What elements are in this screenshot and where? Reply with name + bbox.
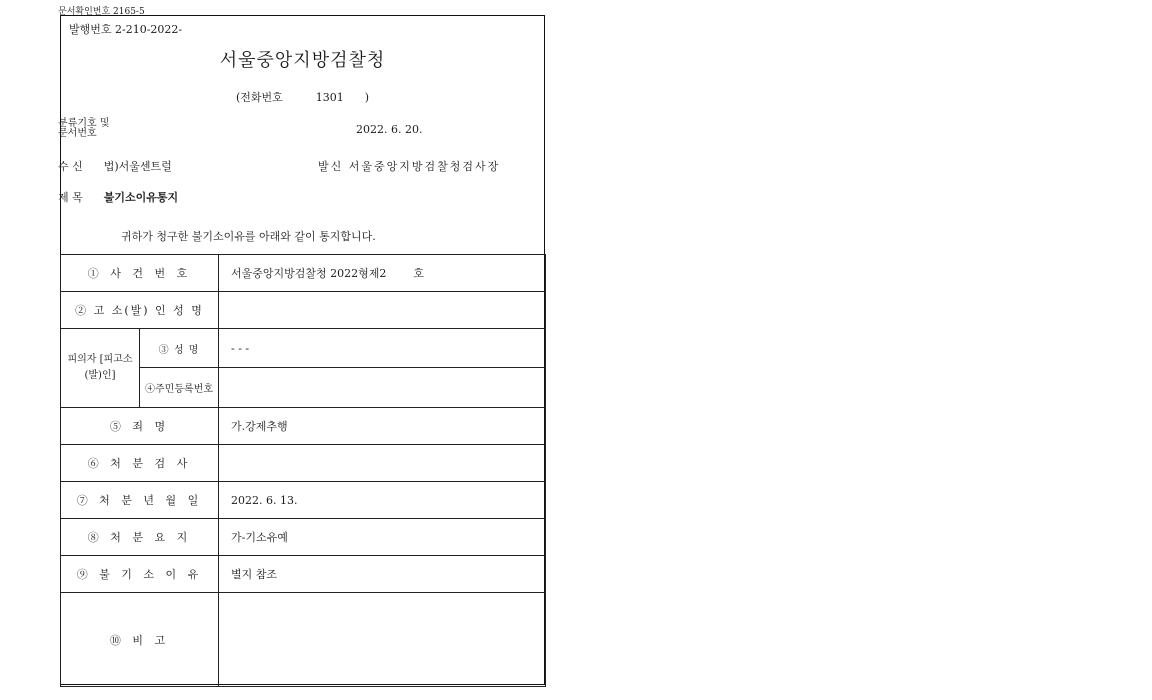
disposition-summary-label: ⑧ 처 분 요 지 [61,519,219,556]
phone-line [61,89,544,105]
sender: 발신 서울중앙지방검찰청검사장 [318,160,501,173]
table-row [61,255,546,292]
suspect-name-label: ③ 성 명 [140,329,219,368]
phone-label: (전화번호 [235,91,283,104]
issue-number: 발행번호 2-210-2022- [69,23,183,36]
phone-number: 1301 [315,91,344,104]
case-number-cell [219,255,546,292]
subject [58,189,178,205]
prosecutor-value [219,445,546,482]
case-number-value: 서울중앙지방검찰청 2022형제2 [231,267,387,280]
suspect-name-value: - - - [219,329,546,368]
remarks-value [219,593,546,687]
classification [58,119,110,139]
complainant-label: ② 고 소(발) 인 성 명 [61,292,219,329]
reason-value: 별지 참조 [219,556,546,593]
subject-value: 불기소이유통지 [103,191,179,204]
classification-label-2: 문서번호 [58,128,97,139]
case-number-label: ① 사 건 번 호 [61,255,219,292]
remarks-label: ⑩ 비 고 [61,593,219,687]
table-row [61,593,546,687]
disposition-summary-value: 가-기소유예 [219,519,546,556]
table-row [61,292,546,329]
classification-label-1: 분류기호 [58,118,97,129]
recipient-value: 법)서울센트럴 [103,160,172,173]
notice-document [60,15,545,685]
reason-label: ⑨ 불 기 소 이 유 [61,556,219,593]
table-row [61,519,546,556]
suspect-group-label: 피의자 [피고소(발)인] [61,329,140,408]
suspect-rrn-label: ④주민등록번호 [140,368,219,408]
disposition-date-value: 2022. 6. 13. [219,482,546,519]
table-row [61,408,546,445]
notice-text: 귀하가 청구한 불기소이유를 아래와 같이 통지합니다. [121,230,376,243]
recipient [58,158,172,174]
disposition-date-label: ⑦ 처 분 년 월 일 [61,482,219,519]
agency-title: 서울중앙지방검찰청 [219,50,386,71]
classification-and: 및 [99,118,110,129]
table-row [61,482,546,519]
case-number-suffix: 호 [413,267,425,280]
table-row [61,445,546,482]
recipient-label: 수 신 [58,160,83,173]
table-row [61,556,546,593]
charge-label: ⑤ 죄 명 [61,408,219,445]
prosecutor-label: ⑥ 처 분 검 사 [61,445,219,482]
notice-table [60,254,546,687]
table-row [61,329,546,368]
charge-value: 가.강제추행 [219,408,546,445]
phone-close: ) [364,91,370,104]
document-confirmation-number: 문서확인번호 2165-5 [58,7,145,17]
suspect-rrn-value [219,368,546,408]
subject-label: 제 목 [58,191,83,204]
issue-date: 2022. 6. 20. [356,123,423,136]
complainant-value [219,292,546,329]
